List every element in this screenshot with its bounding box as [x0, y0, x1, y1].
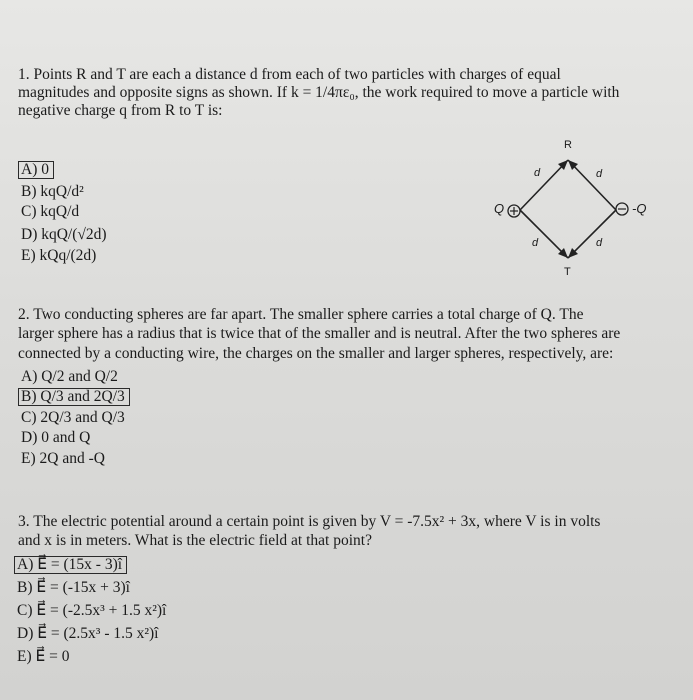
positive-charge-label: Q	[494, 201, 505, 216]
distance-label-lower-left: d	[532, 237, 539, 249]
edge-bottom-left	[520, 210, 568, 258]
q2-stem-line-2: larger sphere has a radius that is twice that of the smaller and is neutral. After the two spheres are	[18, 325, 621, 342]
edge-left-top	[520, 160, 568, 210]
edge-right-bottom	[568, 210, 616, 258]
q1-option-a-label: A) 0	[18, 161, 54, 179]
q2-option-c[interactable]: C) 2Q/3 and Q/3	[21, 409, 125, 426]
q3-option-a-label: A) E⃗ = (15x - 3)î	[14, 556, 127, 574]
q3-option-b[interactable]: B) E⃗ = (-15x + 3)î	[17, 579, 130, 596]
q2-option-d[interactable]: D) 0 and Q	[21, 429, 91, 446]
q2-option-b[interactable]	[18, 388, 130, 406]
edge-top-right	[568, 160, 616, 210]
q1-stem-line-1: 1. Points R and T are each a distance d from each of two particles with charges of equal	[18, 66, 561, 83]
q2-stem-line-3: connected by a conducting wire, the charges on the smaller and larger spheres, respectively, are:	[18, 345, 614, 362]
q1-option-e[interactable]: E) kQq/(2d)	[21, 247, 97, 264]
q1-stem-line-3: negative charge q from R to T is:	[18, 102, 223, 119]
q3-stem-line-1: 3. The electric potential around a certain point is given by V = -7.5x² + 3x, where V is in volts	[18, 513, 601, 530]
q1-option-c[interactable]: C) kqQ/d	[21, 203, 80, 220]
q3-option-e[interactable]: E) E⃗ = 0	[17, 648, 70, 665]
charge-diagram	[494, 137, 678, 287]
distance-label-upper-left: d	[534, 167, 541, 179]
q2-option-a[interactable]: A) Q/2 and Q/2	[21, 368, 118, 385]
q2-stem-line-1: 2. Two conducting spheres are far apart. The smaller sphere carries a total charge of Q. The	[18, 306, 584, 323]
q1-stem-line-2: magnitudes and opposite signs as shown. If k = 1/4πε₀, the work required to move a particle with	[18, 84, 620, 101]
distance-label-lower-right: d	[596, 237, 603, 249]
q3-option-c[interactable]: C) E⃗ = (-2.5x³ + 1.5 x²)î	[17, 602, 167, 619]
point-r-label: R	[564, 139, 572, 151]
distance-label-upper-right: d	[596, 168, 603, 180]
q1-option-d[interactable]: D) kqQ/(√2d)	[21, 226, 107, 243]
q3-option-d[interactable]: D) E⃗ = (2.5x³ - 1.5 x²)î	[17, 625, 159, 642]
q1-option-a[interactable]	[18, 161, 54, 179]
q2-option-e[interactable]: E) 2Q and -Q	[21, 450, 105, 467]
negative-charge-label: -Q	[632, 201, 647, 216]
q3-option-a[interactable]	[14, 556, 127, 574]
q2-option-b-label: B) Q/3 and 2Q/3	[18, 388, 130, 406]
q1-option-b[interactable]: B) kqQ/d²	[21, 183, 84, 200]
diamond-figure	[498, 137, 678, 287]
point-t-label: T	[564, 266, 571, 278]
q3-stem-line-2: and x is in meters. What is the electric field at that point?	[18, 532, 372, 549]
